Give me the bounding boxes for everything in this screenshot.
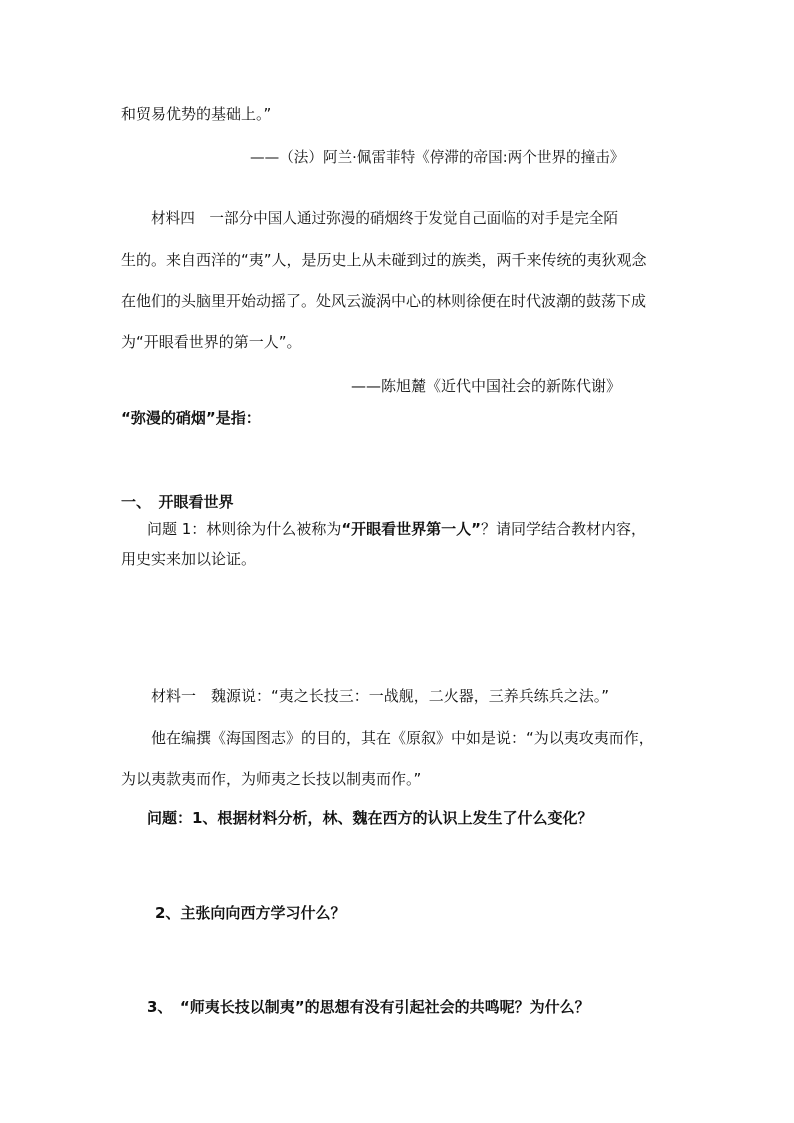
question-line: 3、 “师夷长技以制夷”的思想有没有引起社会的共鸣呢？为什么？: [147, 998, 590, 1016]
text-line: 在他们的头脑里开始动摇了。处风云漩涡中心的林则徐便在时代波潮的鼓荡下成: [121, 292, 647, 310]
text-line: 材料一 魏源说：“夷之长技三：一战舰，二火器，三养兵练兵之法。”: [151, 687, 610, 705]
text-line: 生的。来自西洋的“夷”人，是历史上从未碰到过的族类，两千来传统的夷狄观念: [121, 251, 647, 269]
question-text: 问题 1：林则徐为什么被称为: [147, 520, 342, 538]
text-line: 为“开眼看世界的第一人”。: [121, 333, 302, 351]
text-line: 为以夷款夷而作，为师夷之长技以制夷而作。”: [121, 770, 422, 788]
question-line: 问题：1、根据材料分析，林、魏在西方的认识上发生了什么变化？: [147, 809, 593, 827]
question-line: 2、主张向向西方学习什么？: [155, 904, 346, 922]
question-text: ？请同学结合教材内容，: [481, 520, 647, 538]
citation-line: ——（法）阿兰·佩雷菲特《停滞的帝国:两个世界的撞击》: [250, 149, 625, 166]
text-line: 用史实来加以论证。: [121, 550, 257, 568]
text-line: 和贸易优势的基础上。”: [121, 105, 272, 123]
text-line: 他在编撰《海国图志》的目的，其在《原叙》中如是说：“为以夷攻夷而作，: [151, 729, 654, 747]
question-line: “弥漫的硝烟”是指：: [121, 409, 261, 427]
question-line: [147, 519, 646, 539]
section-heading: 一、 开眼看世界: [121, 493, 234, 511]
text-line: 材料四 一部分中国人通过弥漫的硝烟终于发觉自己面临的对手是完全陌: [151, 210, 619, 227]
citation-line: ——陈旭麓《近代中国社会的新陈代谢》: [351, 377, 622, 395]
emphasis-text: “开眼看世界第一人”: [341, 520, 482, 538]
